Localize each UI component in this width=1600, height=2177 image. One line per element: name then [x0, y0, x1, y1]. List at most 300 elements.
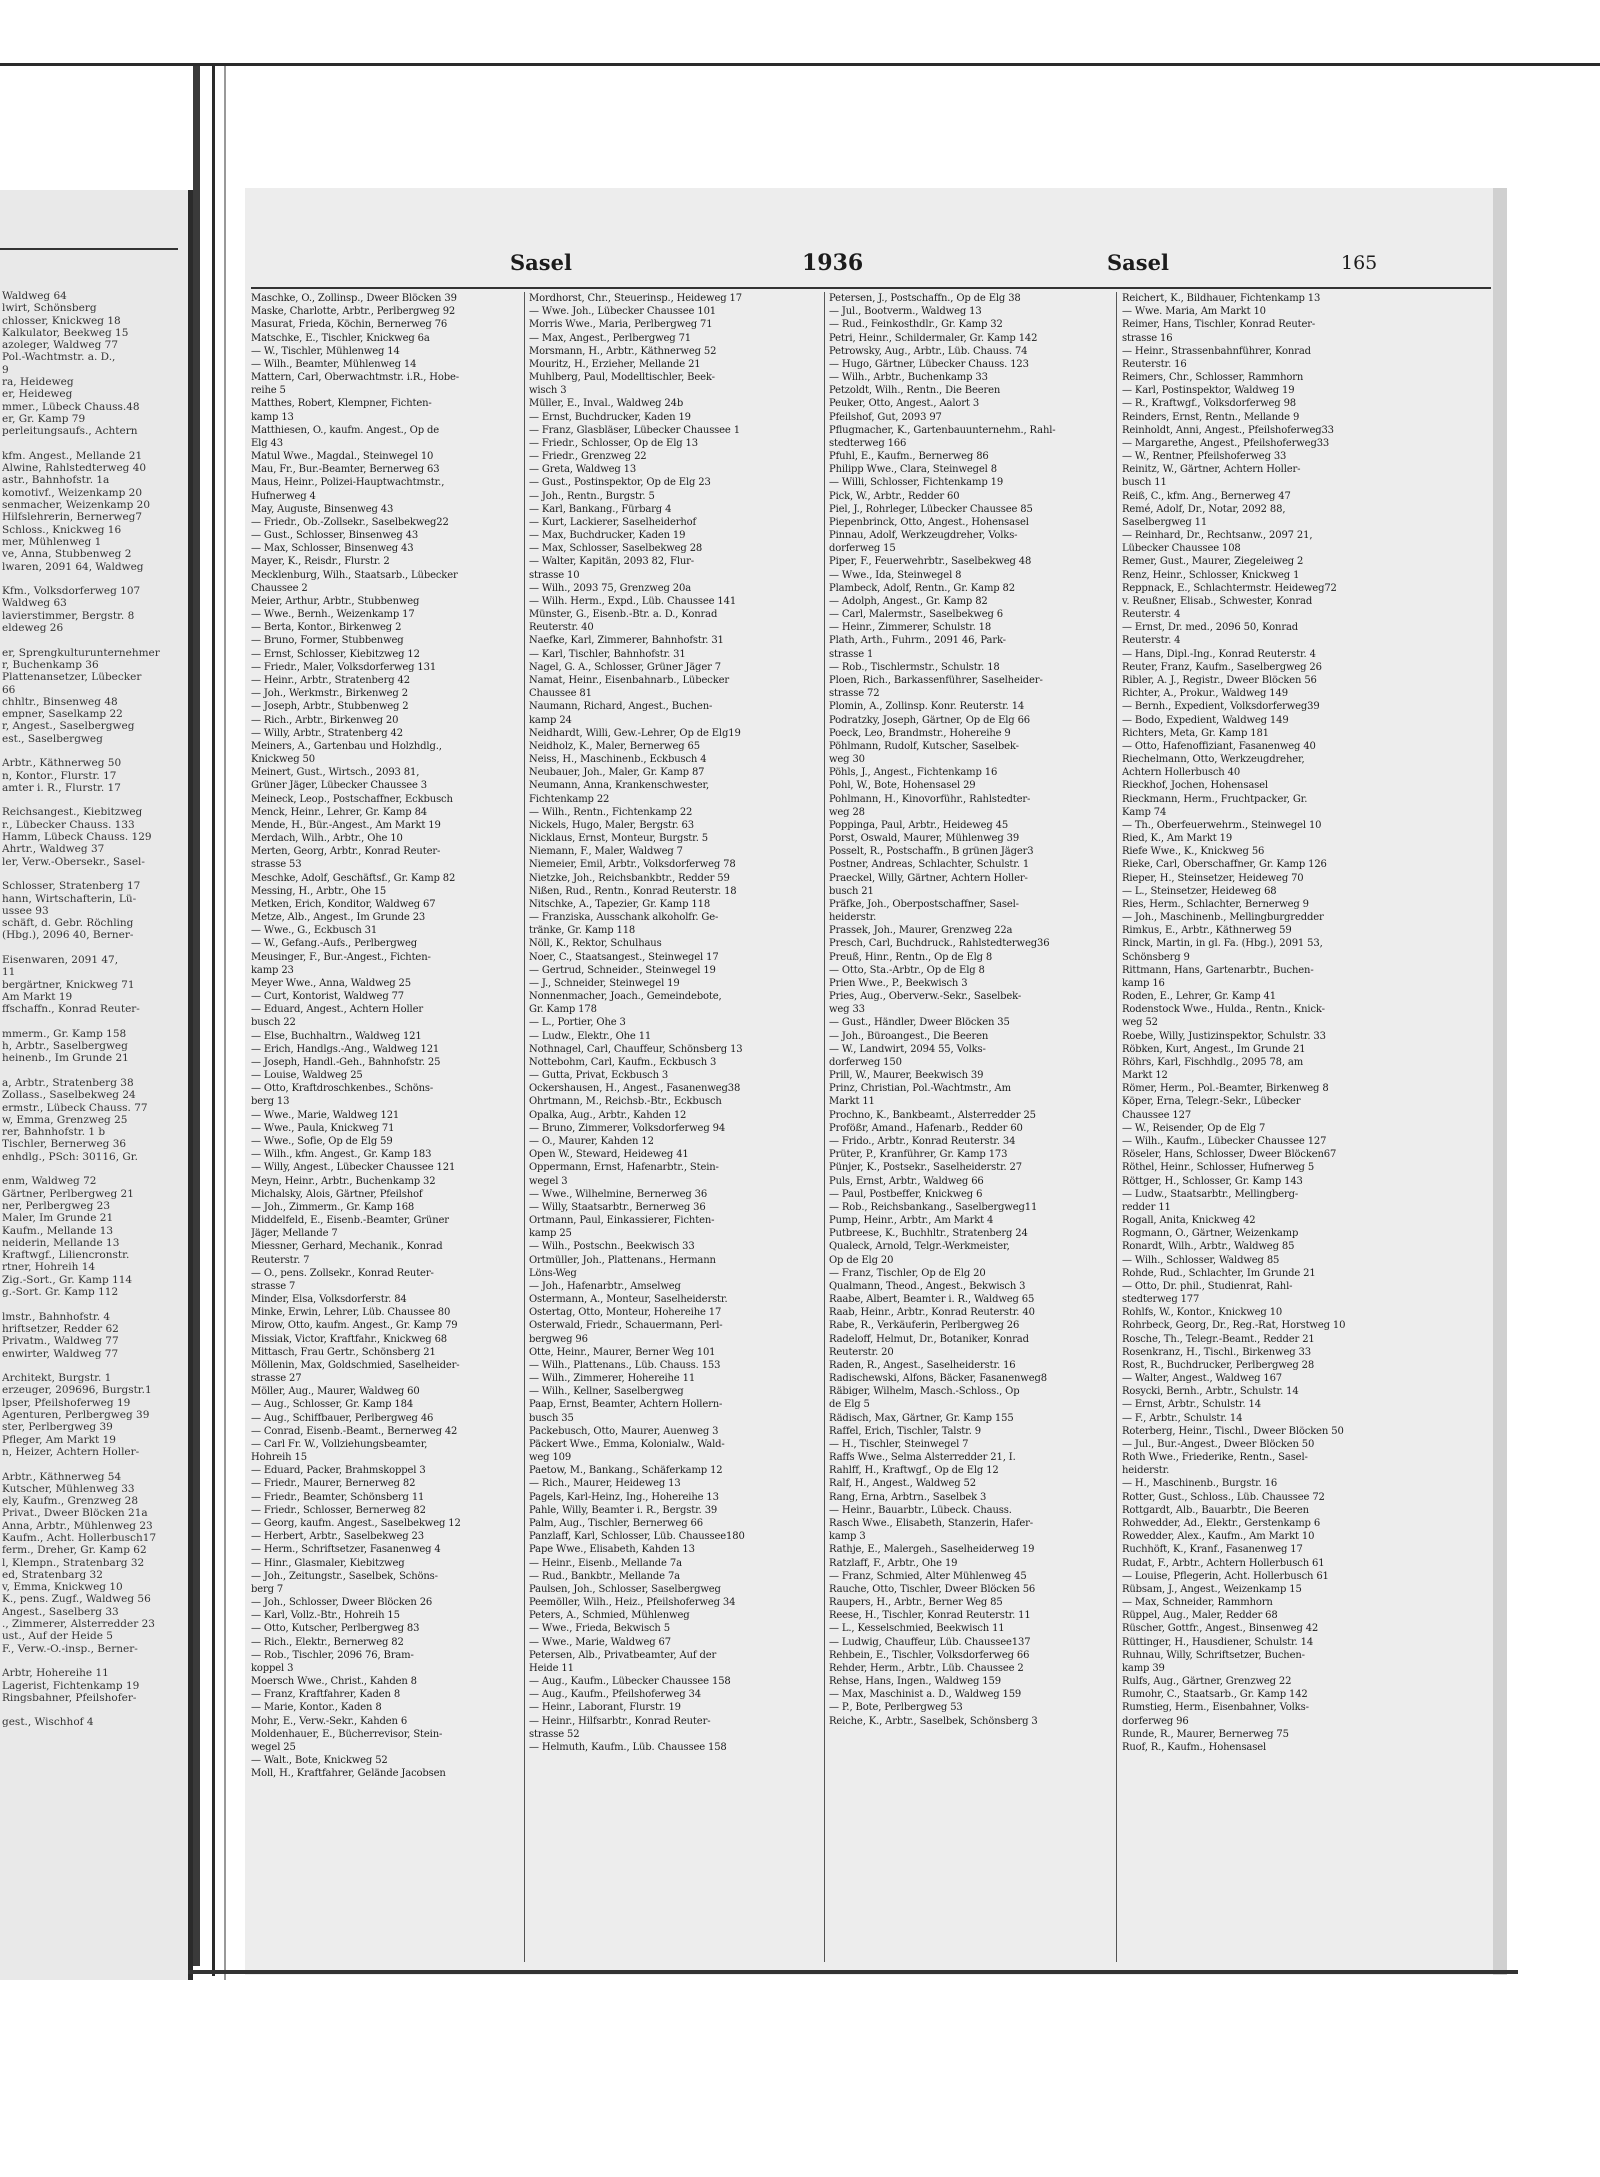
directory-entry: — O., pens. Zollsekr., Konrad Reuter- — [251, 1267, 434, 1279]
directory-entry: — Jul., Bootverm., Waldweg 13 — [829, 306, 982, 318]
directory-entry: Metze, Alb., Angest., Im Grunde 23 — [251, 912, 426, 924]
directory-entry: — Max, Schlosser, Binsenweg 43 — [251, 543, 414, 555]
directory-entry: Rosche, Th., Telegr.-Beamt., Redder 21 — [1122, 1333, 1315, 1345]
directory-entry: — Rud., Bankbtr., Mellande 7a — [529, 1570, 680, 1582]
directory-entry: Möllenin, Max, Goldschmied, Saselheider- — [251, 1359, 460, 1371]
previous-page-line: enhdlg., PSch: 30116, Gr. — [2, 1150, 138, 1163]
directory-entry: Reuterstr. 16 — [1122, 358, 1187, 370]
directory-entry: Riechelmann, Otto, Werkzeugdreher, — [1122, 754, 1305, 766]
directory-entry: Neiss, H., Maschinenb., Eckbusch 4 — [529, 754, 707, 766]
directory-entry: Rehse, Hans, Ingen., Waldweg 159 — [829, 1676, 1001, 1688]
directory-entry: Plomin, A., Zollinsp. Konr. Reuterstr. 14 — [829, 701, 1025, 713]
directory-entry: Reinholdt, Anni, Angest., Pfeilshoferweg33 — [1122, 424, 1334, 436]
directory-entry: — Aug., Schiffbauer, Perlbergweg 46 — [251, 1412, 434, 1424]
previous-page-line — [2, 868, 180, 880]
directory-entry: Reuterstr. 40 — [529, 622, 594, 634]
directory-entry: Pöhls, J., Angest., Fichtenkamp 16 — [829, 767, 998, 779]
directory-entry: — Ludw., Elektr., Ohe 11 — [529, 1030, 652, 1042]
previous-page-line: ust., Auf der Heide 5 — [2, 1630, 113, 1643]
directory-entry: Maus, Heinr., Polizei-Hauptwachtmstr., — [251, 477, 445, 489]
directory-entry: — Wilh., Arbtr., Buchenkamp 33 — [829, 372, 988, 384]
directory-entry: — Bodo, Expedient, Waldweg 149 — [1122, 714, 1289, 726]
directory-entry: — Rich., Maurer, Heideweg 13 — [529, 1478, 681, 1490]
directory-entry: Meyn, Heinr., Arbtr., Buchenkamp 32 — [251, 1175, 436, 1187]
directory-entry: — F., Arbtr., Schulstr. 14 — [1122, 1412, 1243, 1424]
directory-entry: Rauche, Otto, Tischler, Dweer Blöcken 56 — [829, 1583, 1036, 1595]
directory-entry: Pump, Heinr., Arbtr., Am Markt 4 — [829, 1215, 994, 1227]
directory-entry: Rieckhof, Jochen, Hohensasel — [1122, 780, 1268, 792]
directory-column-1 — [251, 292, 519, 1962]
previous-page-line: ., Zimmerer, Alsterredder 23 — [2, 1618, 155, 1631]
previous-page-line: erzeuger, 209696, Burgstr.1 — [2, 1384, 152, 1397]
directory-entry: — Heinr., Hilfsarbtr., Konrad Reuter- — [529, 1715, 711, 1727]
directory-entry: tränke, Gr. Kamp 118 — [529, 925, 636, 937]
directory-entry: — Ludw., Staatsarbtr., Mellingberg- — [1122, 1188, 1299, 1200]
directory-entry: Rohlfs, W., Kontor., Knickweg 10 — [1122, 1307, 1283, 1319]
directory-entry: kamp 13 — [251, 411, 294, 423]
directory-entry: — Carl, Malermstr., Saselbekweg 6 — [829, 609, 1003, 621]
directory-entry: Röttger, H., Schlosser, Gr. Kamp 143 — [1122, 1175, 1303, 1187]
directory-entry: — Joh., Büroangest., Die Beeren — [829, 1030, 989, 1042]
directory-entry: Röthel, Heinr., Schlosser, Hufnerweg 5 — [1122, 1162, 1315, 1174]
directory-entry: Rieckmann, Herm., Fruchtpacker, Gr. — [1122, 793, 1308, 805]
directory-entry: Naefke, Karl, Zimmerer, Bahnhofstr. 31 — [529, 635, 724, 647]
directory-entry: — H., Tischler, Steinwegel 7 — [829, 1438, 969, 1450]
previous-page-line: Schloss., Knickweg 16 — [2, 523, 122, 536]
directory-entry: — Herbert, Arbtr., Saselbekweg 23 — [251, 1531, 424, 1543]
directory-entry: Niemann, F., Maler, Waldweg 7 — [529, 846, 683, 858]
directory-entry: Reimer, Hans, Tischler, Konrad Reuter- — [1122, 319, 1316, 331]
directory-entry: Prinz, Christian, Pol.-Wachtmstr., Am — [829, 1083, 1011, 1095]
previous-page-line: azoleger, Waldweg 77 — [2, 339, 119, 352]
directory-entry: Nöll, K., Rektor, Schulhaus — [529, 938, 662, 950]
directory-entry: — Joh., Werkmstr., Birkenweg 2 — [251, 688, 408, 700]
directory-entry: Roth Wwe., Friederike, Rentn., Sasel- — [1122, 1452, 1308, 1464]
previous-page-line: Anna, Arbtr., Mühlenweg 23 — [2, 1519, 153, 1532]
directory-entry: Rotter, Gust., Schloss., Lüb. Chaussee 72 — [1122, 1491, 1325, 1503]
directory-entry: dorferweg 96 — [1122, 1715, 1189, 1727]
directory-entry: Ploen, Rich., Barkassenführer, Saselheider- — [829, 674, 1043, 686]
directory-entry: Moersch Wwe., Christ., Kahden 8 — [251, 1676, 417, 1688]
previous-page-line: Kraftwgf., Liliencronstr. — [2, 1249, 130, 1262]
directory-entry: — Rich., Elektr., Bernerweg 82 — [251, 1636, 404, 1648]
previous-page-line: Ringsbahner, Pfeilshofer- — [2, 1691, 137, 1704]
previous-page-line — [2, 634, 180, 646]
directory-entry: Meinert, Gust., Wirtsch., 2093 81, — [251, 767, 420, 779]
directory-entry: — Marie, Kontor., Kaden 8 — [251, 1702, 382, 1714]
directory-entry: Roden, E., Lehrer, Gr. Kamp 41 — [1122, 991, 1276, 1003]
previous-page-line: Schlosser, Stratenberg 17 — [2, 880, 141, 893]
directory-entry: Petri, Heinr., Schildermaler, Gr. Kamp 142 — [829, 332, 1038, 344]
directory-entry: Radeloff, Helmut, Dr., Botaniker, Konrad — [829, 1333, 1029, 1345]
directory-entry: Mordhorst, Chr., Steuerinsp., Heideweg 17 — [529, 293, 742, 304]
previous-page-line: amter i. R., Flurstr. 17 — [2, 781, 121, 794]
directory-entry: — Wilh., Plattenans., Lüb. Chauss. 153 — [529, 1359, 721, 1371]
previous-page-line: Arbtr., Käthnerweg 50 — [2, 757, 122, 770]
directory-entry: Pahle, Willy, Beamter i. R., Bergstr. 39 — [529, 1504, 718, 1516]
directory-entry: Posselt, R., Postschaffn., B grünen Jäger3 — [829, 846, 1034, 858]
directory-entry: — Georg, kaufm. Angest., Saselbekweg 12 — [251, 1517, 461, 1529]
directory-entry: Richter, A., Prokur., Waldweg 149 — [1122, 688, 1288, 700]
previous-page-line — [2, 1065, 180, 1077]
previous-page-line — [2, 1458, 180, 1470]
directory-entry: — Walter, Angest., Waldweg 167 — [1122, 1373, 1283, 1385]
previous-page-line: Zig.-Sort., Gr. Kamp 114 — [2, 1273, 133, 1286]
previous-page-line: Ahrtr., Waldweg 37 — [2, 843, 105, 856]
directory-entry: — Joseph, Arbtr., Stubbenweg 2 — [251, 701, 409, 713]
previous-page-line: astr., Bahnhofstr. 1a — [2, 474, 110, 487]
directory-entry: Meineck, Leop., Postschaffner, Eckbusch — [251, 793, 453, 805]
directory-entry: Rehbein, E., Tischler, Volksdorferweg 66 — [829, 1649, 1030, 1661]
directory-entry: — Franz, Schmied, Alter Mühlenweg 45 — [829, 1570, 1027, 1582]
directory-entry: Rinck, Martin, in gl. Fa. (Hbg.), 2091 53, — [1122, 938, 1323, 950]
directory-entry: redder 11 — [1122, 1201, 1171, 1213]
page-spread-edge — [224, 66, 226, 1980]
directory-entry: Reiß, C., kfm. Ang., Bernerweg 47 — [1122, 490, 1291, 502]
directory-entry: — H., Maschinenb., Burgstr. 16 — [1122, 1478, 1278, 1490]
directory-entry: busch 11 — [1122, 477, 1167, 489]
previous-page-line — [2, 942, 180, 954]
directory-entry: Muhlberg, Paul, Modelltischler, Beek- — [529, 372, 715, 384]
previous-page-line: ely, Kaufm., Grenzweg 28 — [2, 1495, 139, 1508]
directory-entry: — Rud., Feinkosthdlr., Gr. Kamp 32 — [829, 319, 1003, 331]
directory-entry: — Wwe., Paula, Knickweg 71 — [251, 1122, 395, 1134]
directory-entry: Niemeier, Emil, Arbtr., Volksdorferweg 78 — [529, 859, 736, 871]
directory-entry: Reuterstr. 20 — [829, 1346, 894, 1358]
previous-page-line: est., Saselbergweg — [2, 732, 103, 745]
directory-entry: Neidholz, K., Maler, Bernerweg 65 — [529, 740, 700, 752]
directory-entry: — Max, Maschinist a. D., Waldweg 159 — [829, 1689, 1022, 1701]
directory-entry: — Reinhard, Dr., Rechtsanw., 2097 21, — [1122, 530, 1313, 542]
directory-entry: Meier, Arthur, Arbtr., Stubbenweg — [251, 595, 420, 607]
previous-page-line: Architekt, Burgstr. 1 — [2, 1372, 112, 1385]
top-scan-border — [0, 63, 1600, 66]
directory-entry: Matthiesen, O., kaufm. Angest., Op de — [251, 424, 440, 436]
book-binding-shadow — [193, 66, 200, 1966]
directory-entry: Rittmann, Hans, Gartenarbtr., Buchen- — [1122, 964, 1314, 976]
previous-page-line: schäft, d. Gebr. Röchling — [2, 917, 134, 930]
directory-entry: — Max, Schneider, Rammhorn — [1122, 1597, 1273, 1609]
directory-entry: — Heinr., Strassenbahnführer, Konrad — [1122, 345, 1311, 357]
directory-entry: Ralf, H., Angest., Waldweg 52 — [829, 1478, 976, 1490]
previous-page-line: perleitungsaufs., Achtern — [2, 425, 138, 438]
directory-entry: Runde, R., Maurer, Bernerweg 75 — [1122, 1728, 1289, 1740]
directory-entry: Praeckel, Willy, Gärtner, Achtern Holler- — [829, 872, 1028, 884]
previous-page-line: Agenturen, Perlbergweg 39 — [2, 1409, 150, 1422]
directory-entry: — Franziska, Ausschank alkoholfr. Ge- — [529, 912, 719, 924]
directory-entry: — Th., Oberfeuerwehrm., Steinwegel 10 — [1122, 819, 1322, 831]
directory-entry: Osterwald, Friedr., Schauermann, Perl- — [529, 1320, 723, 1332]
previous-page-line: Arbtr., Käthnerweg 54 — [2, 1470, 122, 1483]
directory-entry: — Heinr., Laborant, Flurstr. 19 — [529, 1702, 681, 1714]
directory-entry: Saselbergweg 11 — [1122, 516, 1208, 528]
directory-entry: — J., Schneider, Steinwegel 19 — [529, 977, 680, 989]
directory-entry: — Heinr., Bauarbtr., Lübeck. Chauss. — [829, 1504, 1012, 1516]
directory-entry: — Wilh., Beamter, Mühlenweg 14 — [251, 358, 417, 370]
previous-page-line: senmacher, Weizenkamp 20 — [2, 499, 150, 512]
directory-entry: — Wilh., Rentn., Fichtenkamp 22 — [529, 806, 693, 818]
directory-entry: Köper, Erna, Telegr.-Sekr., Lübecker — [1122, 1096, 1301, 1108]
directory-entry: Ruhnau, Willy, Schriftsetzer, Buchen- — [1122, 1649, 1305, 1661]
previous-page-line: er, Gr. Kamp 79 — [2, 412, 86, 425]
previous-page-line: Gärtner, Perlbergweg 21 — [2, 1187, 134, 1200]
directory-entry: Präfke, Joh., Oberpostschaffner, Sasel- — [829, 898, 1019, 910]
previous-page-line — [2, 1298, 180, 1310]
directory-entry: — Gust., Schlosser, Binsenweg 43 — [251, 530, 419, 542]
page-edge-shadow — [1493, 188, 1507, 1975]
directory-entry: Rohwedder, Ad., Elektr., Gerstenkamp 6 — [1122, 1517, 1321, 1529]
directory-entry: dorferweg 150 — [829, 1056, 902, 1068]
directory-entry: stedterweg 166 — [829, 437, 907, 449]
directory-entry: busch 35 — [529, 1412, 574, 1424]
directory-entry: Chaussee 81 — [529, 688, 592, 700]
previous-page-line: lwaren, 2091 64, Waldweg — [2, 560, 144, 573]
directory-entry: Ostermann, A., Monteur, Saselheiderstr. — [529, 1294, 728, 1306]
directory-entry: Paap, Ernst, Beamter, Achtern Hollern- — [529, 1399, 723, 1411]
previous-page-line: empner, Saselkamp 22 — [2, 708, 123, 721]
previous-page-line: Kutscher, Mühlenweg 33 — [2, 1482, 135, 1495]
directory-entry: Merdach, Wilh., Arbtr., Ohe 10 — [251, 833, 403, 845]
directory-entry: — Wwe., G., Eckbusch 31 — [251, 925, 378, 937]
directory-entry: wegel 3 — [529, 1175, 568, 1187]
directory-entry: Prüter, P., Kranführer, Gr. Kamp 173 — [829, 1149, 1008, 1161]
directory-entry: — Bruno, Former, Stubbenweg — [251, 635, 404, 647]
directory-entry: Nagel, G. A., Schlosser, Grüner Jäger 7 — [529, 661, 721, 673]
directory-entry: — Wwe. Maria, Am Markt 10 — [1122, 306, 1266, 318]
directory-entry: v. Reußner, Elisab., Schwester, Konrad — [1122, 595, 1313, 607]
previous-page-line: Kaufm., Acht. Hollerbusch17 — [2, 1531, 157, 1544]
previous-page-line: heinenb., Im Grunde 21 — [2, 1052, 129, 1065]
directory-entry: heiderstr. — [1122, 1465, 1170, 1477]
directory-entry: Kamp 74 — [1122, 806, 1167, 818]
previous-page-line: Hilfslehrerin, Bernerweg7 — [2, 511, 143, 524]
directory-entry: Reichert, K., Bildhauer, Fichtenkamp 13 — [1122, 293, 1321, 304]
directory-entry: — Friedr., Maurer, Bernerweg 82 — [251, 1478, 416, 1490]
previous-page-line: (Hbg.), 2096 40, Berner- — [2, 929, 134, 942]
previous-page-line: 11 — [2, 966, 16, 979]
directory-entry: Pick, W., Arbtr., Redder 60 — [829, 490, 960, 502]
directory-entry: Pohl, W., Bote, Hohensasel 29 — [829, 780, 976, 792]
directory-entry: — Max, Buchdrucker, Kaden 19 — [529, 530, 686, 542]
previous-page-line: 9 — [2, 363, 9, 376]
directory-entry: Rehder, Herm., Arbtr., Lüb. Chaussee 2 — [829, 1662, 1024, 1674]
directory-entry: reihe 5 — [251, 385, 286, 397]
directory-entry: stedterweg 177 — [1122, 1294, 1200, 1306]
directory-entry: Moll, H., Kraftfahrer, Gelände Jacobsen — [251, 1768, 446, 1780]
directory-entry: strasse 27 — [251, 1373, 302, 1385]
directory-entry: Heide 11 — [529, 1662, 574, 1674]
directory-entry: Profößr, Amand., Hafenarb., Redder 60 — [829, 1122, 1023, 1134]
previous-page-header-rule — [0, 248, 178, 250]
column-divider — [524, 292, 525, 1962]
previous-page-line: ster, Perlbergweg 39 — [2, 1421, 113, 1434]
directory-entry: Rimkus, E., Arbtr., Käthnerweg 59 — [1122, 925, 1292, 937]
directory-entry: heiderstr. — [829, 912, 877, 924]
directory-entry: Naumann, Richard, Angest., Buchen- — [529, 701, 713, 713]
directory-entry: — Max, Angest., Perlbergweg 71 — [529, 332, 692, 344]
directory-entry: — Walt., Bote, Knickweg 52 — [251, 1755, 388, 1767]
directory-entry: Reuterstr. 4 — [1122, 609, 1181, 621]
previous-page-line: Alwine, Rahlstedterweg 40 — [2, 462, 147, 475]
previous-page-line: lmstr., Bahnhofstr. 4 — [2, 1310, 111, 1323]
directory-entry: — Wilh. Herm., Expd., Lüb. Chaussee 141 — [529, 595, 737, 607]
directory-entry: Petersen, J., Postschaffn., Op de Elg 38 — [829, 293, 1021, 304]
directory-entry: — Wwe., Sofie, Op de Elg 59 — [251, 1136, 393, 1147]
directory-entry: Reinders, Ernst, Rentn., Mellande 9 — [1122, 411, 1300, 423]
directory-entry: berg 7 — [251, 1583, 284, 1595]
directory-entry: Miessner, Gerhard, Mechanik., Konrad — [251, 1241, 443, 1253]
directory-entry: Postner, Andreas, Schlachter, Schulstr. 1 — [829, 859, 1030, 871]
directory-entry: Nitschke, A., Tapezier, Gr. Kamp 118 — [529, 898, 711, 910]
directory-entry: kamp 39 — [1122, 1662, 1165, 1674]
directory-entry: Mouritz, H., Erzieher, Mellande 21 — [529, 358, 701, 370]
previous-page-line: er, Heideweg — [2, 388, 73, 401]
previous-page-line: komotivf., Weizenkamp 20 — [2, 486, 143, 499]
page-number: 165 — [1341, 252, 1378, 274]
directory-entry: — Wilh., kfm. Angest., Gr. Kamp 183 — [251, 1149, 432, 1161]
directory-entry: Päckert Wwe., Emma, Kolonialw., Wald- — [529, 1438, 725, 1450]
directory-entry: Rottgardt, Alb., Bauarbtr., Die Beeren — [1122, 1504, 1309, 1516]
directory-entry: — Joseph, Handl.-Geh., Bahnhofstr. 25 — [251, 1056, 441, 1068]
directory-entry: Petersen, Alb., Privatbeamter, Auf der — [529, 1649, 717, 1661]
directory-entry: Roebe, Willy, Justizinspektor, Schulstr. 33 — [1122, 1030, 1326, 1042]
directory-entry: strasse 1 — [829, 648, 874, 660]
directory-entry: — Wwe. Joh., Lübecker Chaussee 101 — [529, 306, 716, 318]
directory-entry: — W., Reisender, Op de Elg 7 — [1122, 1122, 1266, 1134]
directory-entry: Ortmüller, Joh., Plattenans., Hermann — [529, 1254, 716, 1266]
directory-entry: Nickels, Hugo, Maler, Bergstr. 63 — [529, 819, 694, 831]
previous-page-text — [2, 290, 180, 1729]
directory-entry: Morsmann, H., Arbtr., Käthnerweg 52 — [529, 345, 717, 357]
previous-page-line: mer, Mühlenweg 1 — [2, 535, 102, 548]
directory-column-4 — [1122, 292, 1390, 1962]
directory-entry: — Aug., Schlosser, Gr. Kamp 184 — [251, 1399, 414, 1411]
previous-page-line: Pol.-Wachtmstr. a. D., — [2, 351, 116, 364]
previous-page-line: ler, Verw.-Obersekr., Sasel- — [2, 855, 145, 868]
directory-entry: Mirow, Otto, kaufm. Angest., Gr. Kamp 79 — [251, 1320, 458, 1332]
previous-page-line — [2, 1016, 180, 1028]
directory-entry: — Wwe., Marie, Waldweg 121 — [251, 1109, 400, 1121]
directory-entry: — Wilh., Kellner, Saselbergweg — [529, 1386, 684, 1398]
directory-entry: Elg 43 — [251, 437, 283, 449]
directory-entry: — R., Kraftwgf., Volksdorferweg 98 — [1122, 398, 1297, 410]
directory-entry: Peuker, Otto, Angest., Aalort 3 — [829, 398, 980, 410]
directory-entry: Möller, Aug., Maurer, Waldweg 60 — [251, 1386, 420, 1398]
directory-entry: — Margarethe, Angest., Pfeilshoferweg33 — [1122, 437, 1330, 449]
directory-entry: Otte, Heinr., Maurer, Berner Weg 101 — [529, 1346, 716, 1358]
directory-entry: — Ludwig, Chauffeur, Lüb. Chaussee137 — [829, 1636, 1031, 1648]
directory-entry: Paetow, M., Bankang., Schäferkamp 12 — [529, 1465, 723, 1477]
directory-entry: — Louise, Pflegerin, Acht. Hollerbusch 61 — [1122, 1570, 1329, 1582]
previous-page-line: Kaufm., Mellande 13 — [2, 1224, 114, 1237]
directory-entry: Rüscher, Gottfr., Angest., Binsenweg 42 — [1122, 1623, 1319, 1635]
previous-page-line: Pfleger, Am Markt 19 — [2, 1433, 116, 1446]
directory-entry: — Erich, Handlgs.-Ang., Waldweg 121 — [251, 1043, 440, 1055]
directory-entry: — Wwe., Ida, Steinwegel 8 — [829, 569, 962, 581]
directory-entry: — Bruno, Zimmerer, Volksdorferweg 94 — [529, 1122, 726, 1134]
directory-entry: — Max, Schlosser, Saselbekweg 28 — [529, 543, 703, 555]
directory-entry: — Heinr., Arbtr., Stratenberg 42 — [251, 674, 410, 686]
directory-entry: Rasch Wwe., Elisabeth, Stanzerin, Hafer- — [829, 1517, 1033, 1529]
directory-entry: Puls, Ernst, Arbtr., Waldweg 66 — [829, 1175, 984, 1187]
directory-entry: Noer, C., Staatsangest., Steinwegel 17 — [529, 951, 719, 963]
directory-entry: — Ernst, Buchdrucker, Kaden 19 — [529, 411, 691, 423]
directory-entry: Reinitz, W., Gärtner, Achtern Holler- — [1122, 464, 1301, 476]
directory-entry: Qualeck, Arnold, Telgr.-Werkmeister, — [829, 1241, 1010, 1253]
directory-entry: weg 28 — [829, 806, 865, 818]
previous-page-line: rtner, Hohreih 14 — [2, 1261, 96, 1274]
directory-entry: — Helmuth, Kaufm., Lüb. Chaussee 158 — [529, 1741, 727, 1753]
directory-entry: — Else, Buchhaltrn., Waldweg 121 — [251, 1030, 422, 1042]
directory-entry: Opalka, Aug., Arbtr., Kahden 12 — [529, 1109, 687, 1121]
previous-page-line — [2, 794, 180, 806]
previous-page-line — [2, 1360, 180, 1372]
directory-entry: Gr. Kamp 178 — [529, 1004, 597, 1016]
directory-entry: — Friedr., Ob.-Zollsekr., Saselbekweg22 — [251, 516, 449, 528]
directory-entry: Remer, Gust., Maurer, Ziegeleiweg 2 — [1122, 556, 1304, 568]
directory-entry: Maschke, O., Zollinsp., Dweer Blöcken 39 — [251, 293, 457, 304]
directory-entry: Raffel, Erich, Tischler, Talstr. 9 — [829, 1425, 981, 1437]
directory-entry: — Joh., Hafenarbtr., Amselweg — [529, 1280, 681, 1292]
directory-entry: — Eduard, Packer, Brahmskoppel 3 — [251, 1465, 426, 1477]
directory-entry: — Louise, Waldweg 25 — [251, 1070, 363, 1082]
directory-entry: Reuterstr. 4 — [1122, 635, 1181, 647]
directory-entry: Reuter, Franz, Kaufm., Saselbergweg 26 — [1122, 661, 1322, 673]
directory-entry: kamp 24 — [529, 714, 572, 726]
previous-page-line: Kalkulator, Beekweg 15 — [2, 326, 129, 339]
directory-entry: Römer, Herm., Pol.-Beamter, Birkenweg 8 — [1122, 1083, 1329, 1095]
previous-page-line: ffschaffn., Konrad Reuter- — [2, 1003, 140, 1016]
directory-entry: Rudat, F., Arbtr., Achtern Hollerbusch 61 — [1122, 1557, 1325, 1569]
header-year: 1936 — [802, 250, 864, 276]
directory-entry: — Otto, Kraftdroschkenbes., Schöns- — [251, 1083, 434, 1095]
previous-page-line: 66 — [2, 683, 16, 696]
previous-page-line: h, Arbtr., Saselbergweg — [2, 1040, 128, 1053]
directory-page — [245, 188, 1507, 1975]
previous-page-line: ra, Heideweg — [2, 376, 74, 389]
directory-entry: Röbken, Kurt, Angest., Im Grunde 21 — [1122, 1043, 1306, 1055]
directory-entry: — Gust., Händler, Dweer Blöcken 35 — [829, 1017, 1010, 1029]
directory-entry: Lübecker Chaussee 108 — [1122, 543, 1241, 555]
directory-entry: — Paul, Postbeffer, Knickweg 6 — [829, 1188, 983, 1200]
directory-entry: — Wilh., 2093 75, Grenzweg 20a — [529, 582, 692, 594]
previous-page-line: v, Emma, Knickweg 10 — [2, 1581, 123, 1594]
directory-entry: — Frido., Arbtr., Konrad Reuterstr. 34 — [829, 1136, 1016, 1147]
directory-entry: Achtern Hollerbusch 40 — [1122, 767, 1241, 779]
directory-entry: Packebusch, Otto, Maurer, Auenweg 3 — [529, 1425, 719, 1437]
directory-entry: — Willy, Angest., Lübecker Chaussee 121 — [251, 1162, 456, 1174]
previous-page-line: ferm., Dreher, Gr. Kamp 62 — [2, 1544, 147, 1557]
previous-page-line: F., Verw.-O.-insp., Berner- — [2, 1642, 138, 1655]
directory-entry: — P., Bote, Perlbergweg 53 — [829, 1702, 963, 1714]
previous-page-line: Plattenansetzer, Lübecker — [2, 671, 142, 684]
directory-entry: — Friedr., Schlosser, Bernerweg 82 — [251, 1504, 426, 1516]
directory-entry: Münster, G., Eisenb.-Btr. a. D., Konrad — [529, 609, 718, 621]
directory-entry: Nonnenmacher, Joach., Gemeindebote, — [529, 991, 722, 1003]
previous-page-line: n, Heizer, Achtern Holler- — [2, 1445, 140, 1458]
directory-entry: Ries, Herm., Schlachter, Bernerweg 9 — [1122, 898, 1309, 910]
directory-entry: de Elg 5 — [829, 1399, 870, 1411]
directory-entry: Mayer, K., Reisdr., Flurstr. 2 — [251, 556, 390, 568]
directory-entry: koppel 3 — [251, 1662, 294, 1674]
directory-entry: Meusinger, F., Bur.-Angest., Fichten- — [251, 951, 431, 963]
book-binding-edge — [212, 66, 215, 1976]
previous-page-line: Waldweg 63 — [2, 597, 67, 610]
directory-entry: Löns-Weg — [529, 1267, 577, 1279]
directory-entry: Namat, Heinr., Eisenbahnarb., Lübecker — [529, 674, 729, 686]
directory-entry: Rodenstock Wwe., Hulda., Rentn., Knick- — [1122, 1004, 1325, 1016]
directory-entry: Rulfs, Aug., Gärtner, Grenzweg 22 — [1122, 1676, 1292, 1688]
